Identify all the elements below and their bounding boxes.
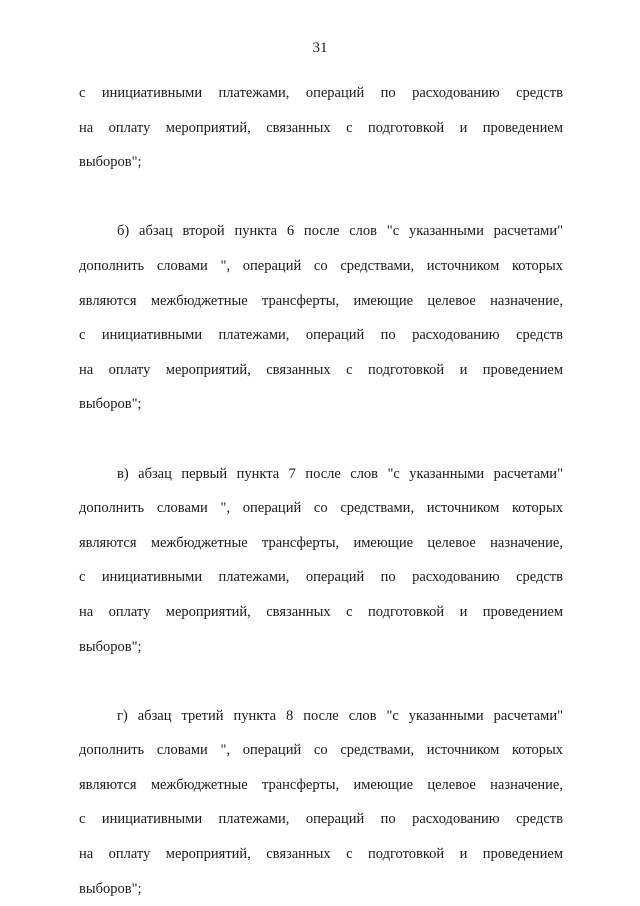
text-line: на оплату мероприятий, связанных с подготовкой и проведением bbox=[79, 361, 563, 378]
text-line: б) абзац второй пункта 6 после слов "с указанными расчетами" bbox=[117, 223, 563, 240]
text-line: дополнить словами ", операций со средствами, источником которых bbox=[79, 257, 563, 274]
text-line: с инициативными платежами, операций по расходованию средств bbox=[79, 569, 563, 586]
paragraph-b bbox=[79, 214, 563, 422]
text-line: выборов"; bbox=[79, 396, 142, 413]
text-line: выборов"; bbox=[79, 154, 142, 171]
text-line: с инициативными платежами, операций по расходованию средств bbox=[79, 85, 563, 101]
paragraph-spacer bbox=[79, 422, 563, 457]
text-line: являются межбюджетные трансферты, имеющие целевое назначение, bbox=[79, 292, 563, 309]
text-line: с инициативными платежами, операций по расходованию средств bbox=[79, 327, 563, 344]
text-line: с инициативными платежами, операций по расходованию средств bbox=[79, 811, 563, 828]
text-line: выборов"; bbox=[79, 638, 142, 655]
text-line: являются межбюджетные трансферты, имеющие целевое назначение, bbox=[79, 776, 563, 793]
continuation-paragraph bbox=[79, 76, 563, 180]
text-line: на оплату мероприятий, связанных с подготовкой и проведением bbox=[79, 603, 563, 620]
page-number: 31 bbox=[312, 40, 328, 56]
text-line: в) абзац первый пункта 7 после слов "с указанными расчетами" bbox=[117, 465, 563, 482]
text-line: на оплату мероприятий, связанных с подготовкой и проведением bbox=[79, 846, 563, 863]
paragraph-g bbox=[79, 699, 563, 906]
paragraph-spacer bbox=[79, 664, 563, 699]
text-line: на оплату мероприятий, связанных с подготовкой и проведением bbox=[79, 119, 563, 136]
text-line: выборов"; bbox=[79, 880, 142, 897]
text-line: дополнить словами ", операций со средствами, источником которых bbox=[79, 500, 563, 517]
text-line: дополнить словами ", операций со средствами, источником которых bbox=[79, 742, 563, 759]
text-line: г) абзац третий пункта 8 после слов "с указанными расчетами" bbox=[117, 707, 563, 724]
document-body bbox=[79, 76, 563, 906]
text-line: являются межбюджетные трансферты, имеющие целевое назначение, bbox=[79, 534, 563, 551]
paragraph-spacer bbox=[79, 180, 563, 215]
paragraph-v bbox=[79, 457, 563, 665]
